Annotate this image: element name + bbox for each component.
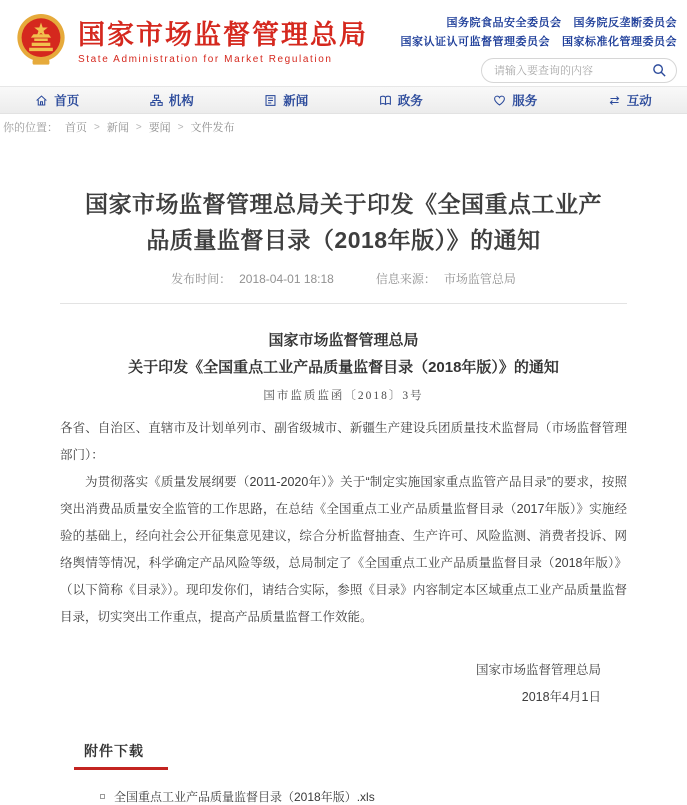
nav-label: 服务	[512, 91, 537, 109]
breadcrumb-separator: >	[136, 122, 142, 133]
search-input[interactable]	[494, 65, 652, 77]
document-title-line2: 关于印发《全国重点工业产品质量监督目录（2018年版）》的通知	[60, 354, 627, 382]
site-brand[interactable]	[14, 12, 368, 70]
attachment-filename: 全国重点工业产品质量监督目录（2018年版）.xls	[114, 788, 375, 805]
signature-org: 国家市场监督管理总局	[60, 657, 601, 684]
top-link-food-safety[interactable]: 国务院食品安全委员会	[447, 14, 562, 33]
attachments-heading: 附件下载	[80, 741, 148, 767]
breadcrumb-home[interactable]: 首页	[65, 119, 87, 135]
breadcrumb	[0, 114, 687, 140]
brand-text	[78, 18, 368, 65]
article-content	[0, 186, 687, 805]
search-box	[481, 58, 677, 83]
source-value: 市场监管总局	[444, 272, 516, 286]
search-wrap	[401, 58, 678, 83]
paragraph-salutation: 各省、自治区、直辖市及计划单列市、副省级城市、新疆生产建设兵团质量技术监督局（市场监督管理部门）：	[60, 415, 627, 469]
nav-item-news[interactable]	[229, 87, 344, 113]
signature-date: 2018年4月1日	[60, 684, 601, 711]
site-subtitle: State Administration for Market Regulation	[78, 54, 368, 65]
national-emblem-logo	[14, 12, 68, 70]
attachment-link-xls[interactable]	[100, 788, 627, 805]
main-nav	[0, 86, 687, 114]
breadcrumb-label: 你的位置：	[3, 119, 58, 135]
gov-book-icon	[379, 94, 392, 107]
nav-item-home[interactable]	[0, 87, 115, 113]
heart-icon	[493, 94, 506, 107]
square-bullet-icon	[100, 794, 105, 799]
nav-item-gov[interactable]	[344, 87, 459, 113]
page-title: 国家市场监督管理总局关于印发《全国重点工业产品质量监督目录（2018年版）》的通知	[74, 186, 614, 258]
swap-arrows-icon	[608, 94, 621, 107]
nav-item-service[interactable]	[458, 87, 573, 113]
attachments-section	[74, 741, 627, 805]
publish-time-label: 发布时间：	[171, 272, 231, 286]
nav-label: 机构	[169, 91, 194, 109]
source-label: 信息来源：	[376, 272, 436, 286]
breadcrumb-separator: >	[94, 122, 100, 133]
breadcrumb-separator: >	[178, 122, 184, 133]
breadcrumb-document-release[interactable]: 文件发布	[191, 119, 235, 135]
meta-divider	[60, 303, 627, 304]
top-link-standardization[interactable]: 国家标准化管理委员会	[562, 33, 677, 52]
document-title-line1: 国家市场监督管理总局	[60, 328, 627, 354]
top-link-certification[interactable]: 国家认证认可监督管理委员会	[401, 33, 551, 52]
site-header	[0, 0, 687, 86]
paragraph-body: 为贯彻落实《质量发展纲要（2011-2020年）》关于“制定实施国家重点监管产品目录”的要求，按照突出消费品质量安全监管的工作思路，在总结《全国重点工业产品质量监督目录（2017年版）》实施经验的基础上，经向社会公开征集意见建议，综合分析监督抽查、生产许可、风险监测、消费者投诉、网络舆情等情况，科学确定产品风险等级，总局制定了《全国重点工业产品质量监督目录（2018年版）》（以下简称《目录》）。现印发你们，请结合实际，参照《目录》内容制定本区域重点工业产品质量监督目录，切实突出工作重点，提高产品质量监督工作效能。	[60, 469, 627, 631]
top-link-antimonopoly[interactable]: 国务院反垄断委员会	[574, 14, 678, 33]
nav-label: 首页	[54, 91, 79, 109]
article-meta	[60, 270, 627, 287]
nav-label: 新闻	[283, 91, 308, 109]
attachments-heading-underline	[74, 767, 168, 770]
document-number: 国市监质监函〔2018〕3号	[60, 387, 627, 403]
search-icon[interactable]	[652, 63, 667, 78]
home-icon	[35, 94, 48, 107]
news-icon	[264, 94, 277, 107]
nav-label: 政务	[398, 91, 423, 109]
signature-block	[60, 657, 627, 711]
nav-label: 互动	[627, 91, 652, 109]
sitemap-icon	[150, 94, 163, 107]
top-links-row-2	[401, 33, 678, 52]
breadcrumb-highlights[interactable]: 要闻	[149, 119, 171, 135]
nav-item-org[interactable]	[115, 87, 230, 113]
nav-item-interact[interactable]	[573, 87, 687, 113]
publish-time: 2018-04-01 18:18	[239, 272, 334, 286]
top-links-row-1	[401, 14, 678, 33]
site-title: 国家市场监督管理总局	[78, 20, 368, 50]
header-right	[401, 12, 678, 83]
breadcrumb-news[interactable]: 新闻	[107, 119, 129, 135]
